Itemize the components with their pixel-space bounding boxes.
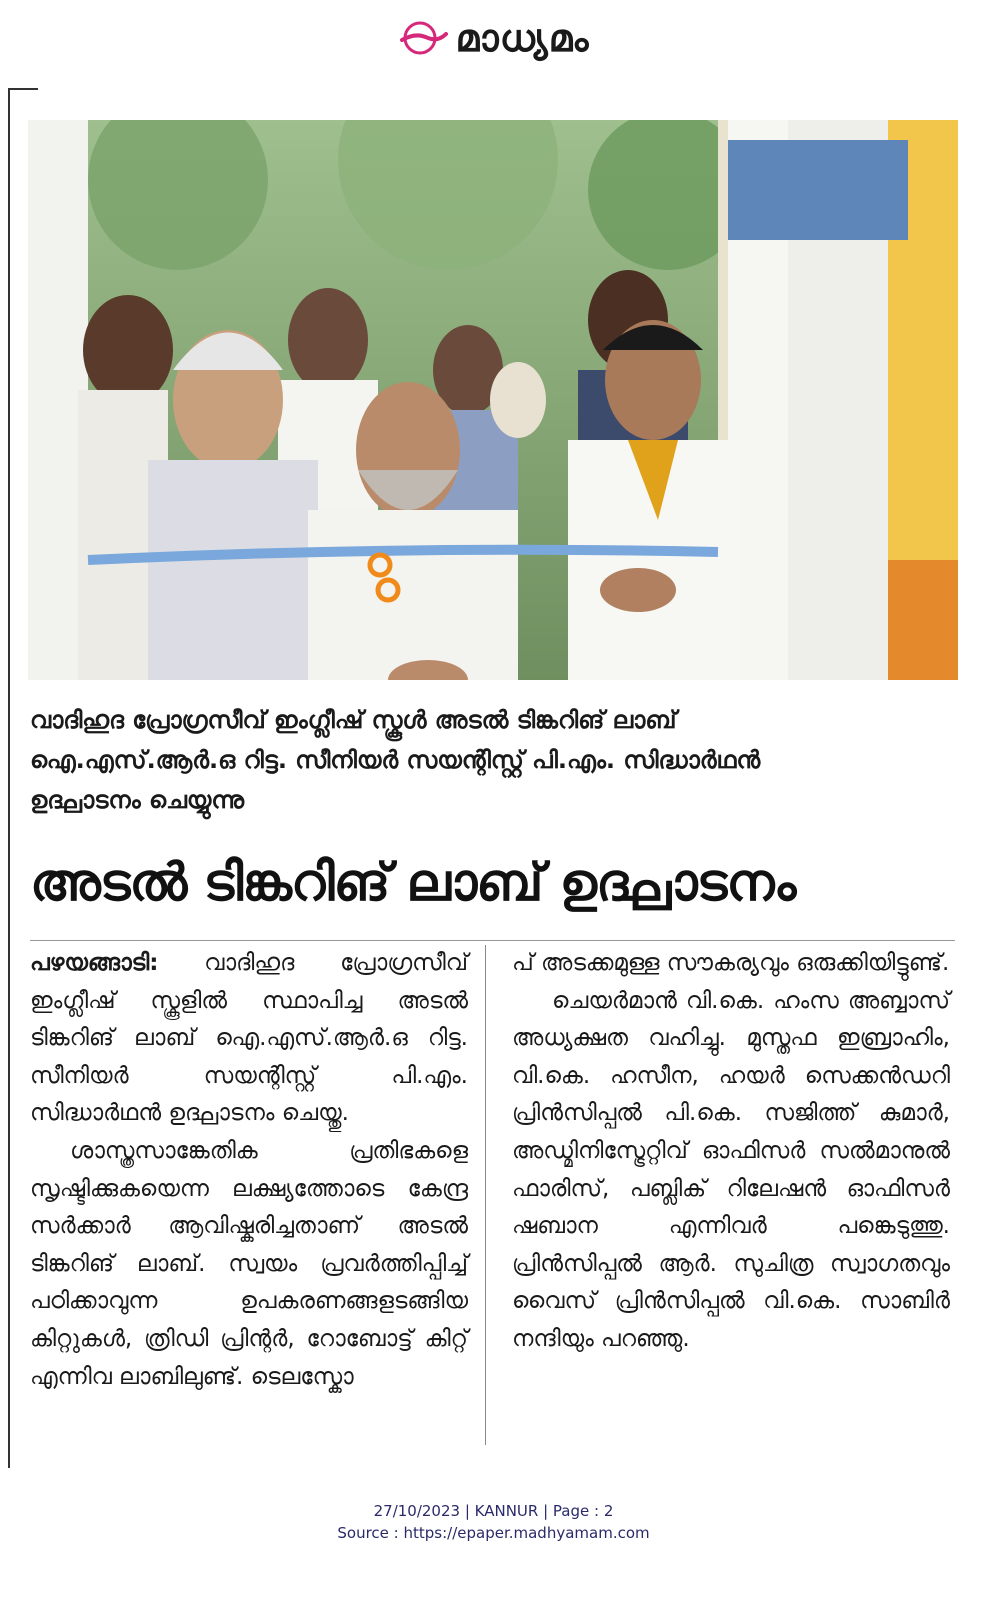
footer-date-edition: 27/10/2023 | KANNUR | Page : 2 bbox=[373, 1502, 614, 1520]
paragraph-text: വാദിഹുദ പ്രോഗ്രസീവ് ഇംഗ്ലീഷ് സ്കൂളിൽ സ്ഥാപിച്ച അടൽ ടിങ്കറിങ് ലാബ് ഐ.എസ്.ആർ.ഒ റിട്ട. സീനിയർ സയന്റിസ്റ്റ് പി.എം. സിദ്ധാർഥൻ ഉദ്ഘാടനം ചെയ്തു. bbox=[30, 950, 468, 1127]
caption-line: ഉദ്ഘാടനം ചെയ്യുന്നു bbox=[30, 786, 245, 814]
frame-line bbox=[8, 88, 38, 90]
page-footer bbox=[0, 1500, 987, 1544]
photo-caption bbox=[30, 700, 955, 820]
article-headline: അടൽ ടിങ്കറിങ് ലാബ് ഉദ്ഘാടനം bbox=[30, 853, 796, 913]
madhyamam-logo-icon bbox=[398, 18, 448, 58]
inauguration-photo bbox=[28, 120, 958, 680]
article-paragraph: ചെയർമാൻ വി.കെ. ഹംസ അബ്ബാസ് അധ്യക്ഷത വഹിച്ചു. മുസ്തഫ ഇബ്രാഹിം, വി.കെ. ഹസീന, ഹയർ സെക്കൻഡറി പ്രിൻസിപ്പൽ പി.കെ. സജിത്ത് കുമാർ, അഡ്മിനിസ്ട്രേറ്റിവ് ഓഫിസർ സൽമാനുൽ ഫാരിസ്, പബ്ലിക് റിലേഷൻ ഓഫിസർ ഷബാന എന്നിവർ പങ്കെടുത്തു. പ്രിൻസിപ്പൽ ആർ. സുചിത്ര സ്വാഗതവും വൈസ് പ്രിൻസിപ്പൽ വി.കെ. സാബിർ നന്ദിയും പറഞ്ഞു. bbox=[512, 987, 950, 1352]
dateline: പഴയങ്ങാടി: bbox=[30, 950, 159, 976]
caption-line: വാദിഹുദ പ്രോഗ്രസീവ് ഇംഗ്ലീഷ് സ്കൂൾ അടൽ ടിങ്കറിങ് ലാബ് bbox=[30, 706, 677, 734]
column-divider bbox=[485, 945, 486, 1445]
caption-line: ഐ.എസ്.ആർ.ഒ റിട്ട. സീനിയർ സയന്റിസ്റ്റ് പി.എം. സിദ്ധാർഥൻ bbox=[30, 746, 761, 774]
article-column-right bbox=[512, 945, 950, 1359]
footer-source: Source : https://epaper.madhyamam.com bbox=[337, 1524, 650, 1542]
headline-rule bbox=[30, 940, 955, 941]
caption-frame bbox=[8, 690, 10, 830]
article-paragraph: പ് അടക്കമുള്ള സൗകര്യവും ഒരുക്കിയിട്ടുണ്ട്. bbox=[512, 950, 950, 976]
masthead-title: മാധ്യമം bbox=[455, 15, 590, 60]
article-paragraph: ശാസ്ത്രസാങ്കേതിക പ്രതിഭകളെ സൃഷ്ടിക്കുകയെന്ന ലക്ഷ്യത്തോടെ കേന്ദ്ര സർക്കാർ ആവിഷ്കരിച്ചതാണ് അടൽ ടിങ്കറിങ് ലാബ്. സ്വയം പ്രവർത്തിപ്പിച്ച് പഠിക്കാവുന്ന ഉപകരണങ്ങളടങ്ങിയ കിറ്റുകൾ, ത്രിഡി പ്രിന്റർ, റോബോട്ട് കിറ്റ് എന്നിവ ലാബിലുണ്ട്. ടെലസ്കോ bbox=[30, 1137, 468, 1390]
article-paragraph bbox=[30, 945, 468, 1133]
article-column-left bbox=[30, 945, 468, 1396]
masthead bbox=[0, 8, 987, 68]
